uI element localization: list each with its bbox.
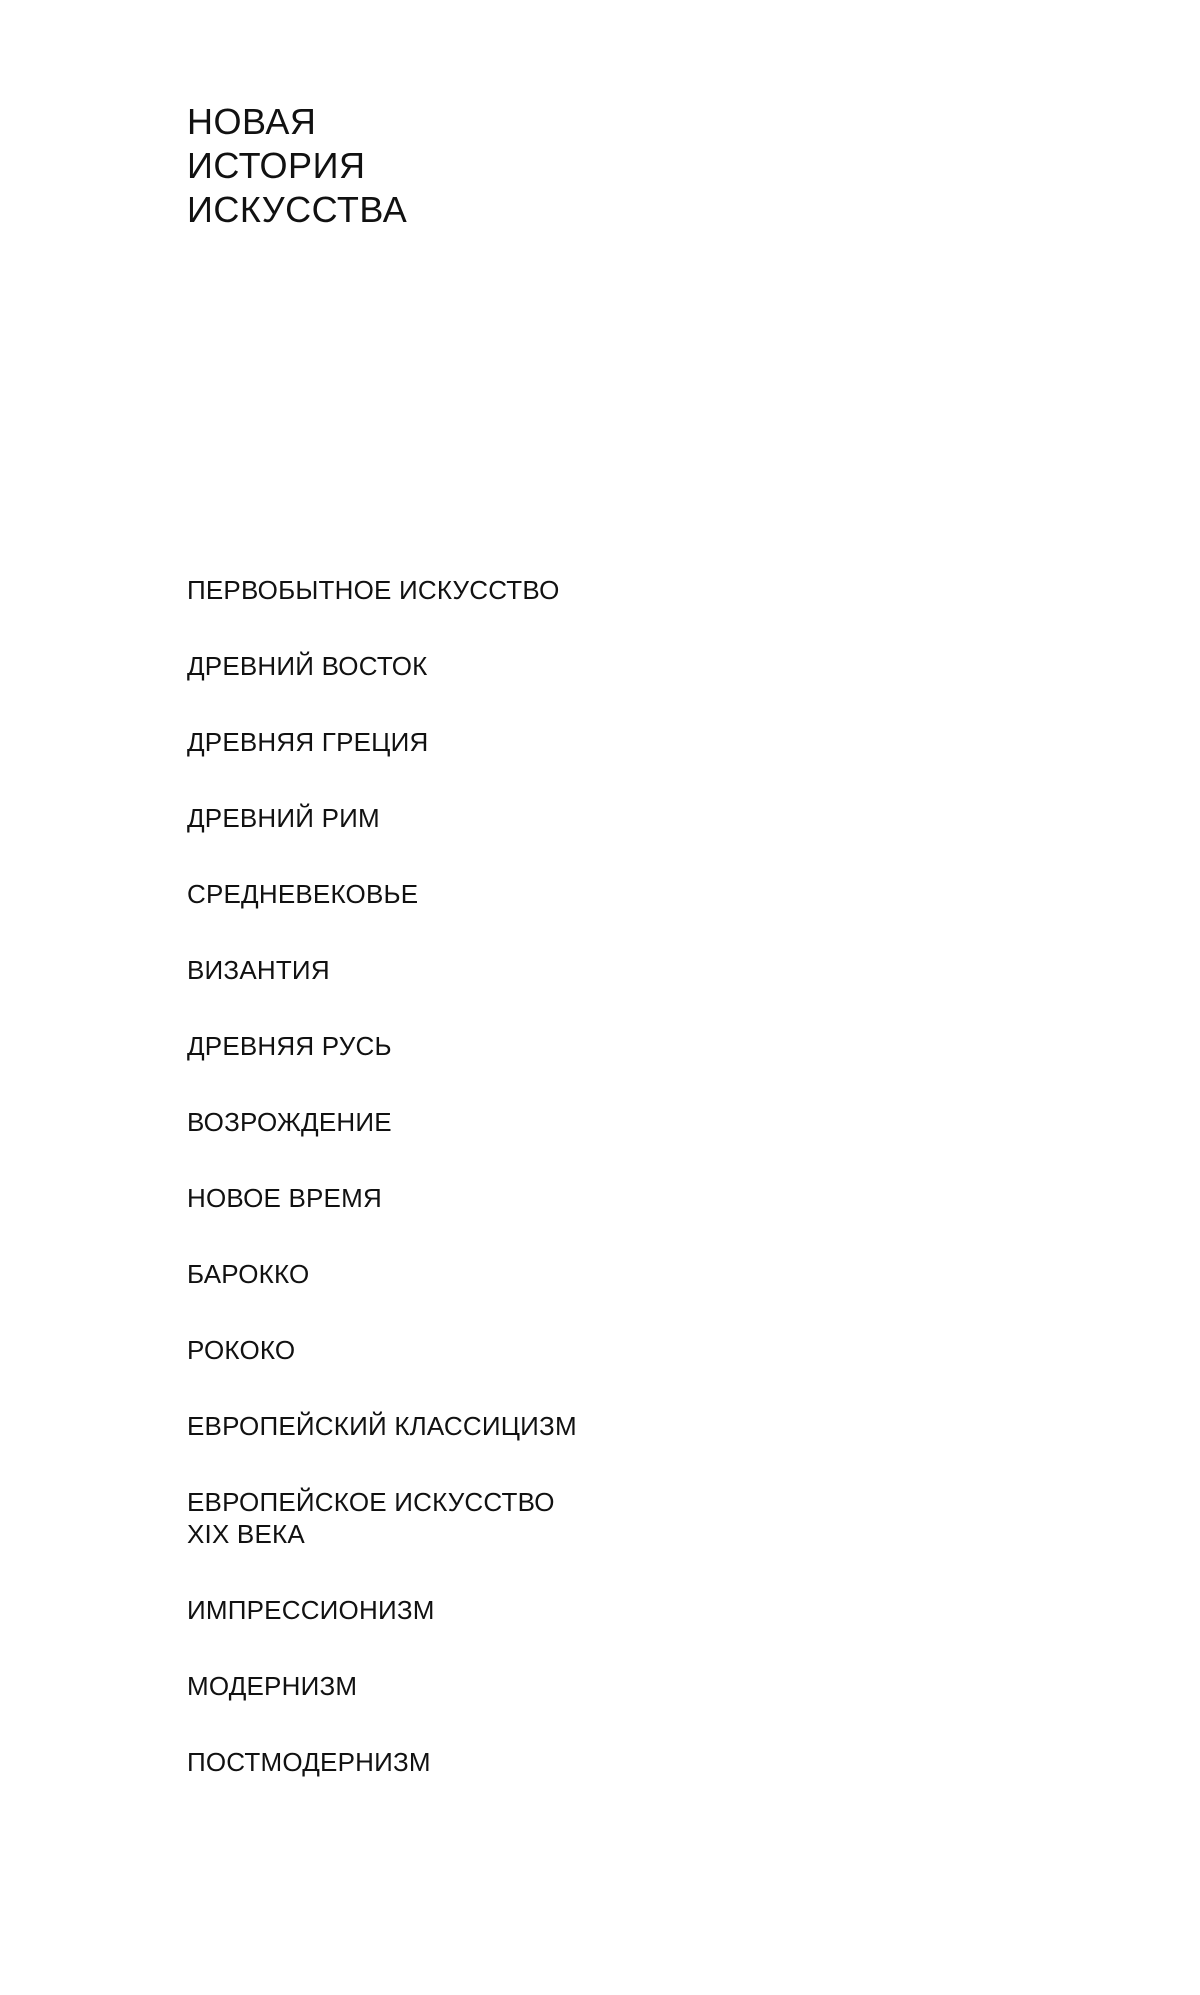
- table-of-contents: [187, 574, 577, 1822]
- toc-item-modernism[interactable]: МОДЕРНИЗМ: [187, 1671, 358, 1701]
- toc-item-ancient-rome[interactable]: ДРЕВНИЙ РИМ: [187, 803, 380, 833]
- toc-item-rococo[interactable]: РОКОКО: [187, 1335, 296, 1365]
- book-title: [187, 100, 407, 232]
- toc-item-european-art-19th-century[interactable]: ЕВРОПЕЙСКОЕ ИСКУССТВО XIX ВЕКА: [187, 1487, 555, 1549]
- title-line: НОВАЯ: [187, 101, 317, 142]
- toc-item-ancient-rus[interactable]: ДРЕВНЯЯ РУСЬ: [187, 1031, 392, 1061]
- toc-item-impressionism[interactable]: ИМПРЕССИОНИЗМ: [187, 1595, 435, 1625]
- toc-item-ancient-greece[interactable]: ДРЕВНЯЯ ГРЕЦИЯ: [187, 727, 429, 757]
- toc-item-postmodernism[interactable]: ПОСТМОДЕРНИЗМ: [187, 1747, 431, 1777]
- toc-item-baroque[interactable]: БАРОККО: [187, 1259, 310, 1289]
- toc-item-primitive-art[interactable]: ПЕРВОБЫТНОЕ ИСКУССТВО: [187, 575, 560, 605]
- toc-item-ancient-east[interactable]: ДРЕВНИЙ ВОСТОК: [187, 651, 428, 681]
- toc-item-byzantium[interactable]: ВИЗАНТИЯ: [187, 955, 330, 985]
- title-line: ИСТОРИЯ: [187, 145, 366, 186]
- toc-item-renaissance[interactable]: ВОЗРОЖДЕНИЕ: [187, 1107, 392, 1137]
- toc-item-middle-ages[interactable]: СРЕДНЕВЕКОВЬЕ: [187, 879, 419, 909]
- toc-item-european-classicism[interactable]: ЕВРОПЕЙСКИЙ КЛАССИЦИЗМ: [187, 1411, 577, 1441]
- title-line: ИСКУССТВА: [187, 189, 408, 230]
- toc-item-modern-era[interactable]: НОВОЕ ВРЕМЯ: [187, 1183, 382, 1213]
